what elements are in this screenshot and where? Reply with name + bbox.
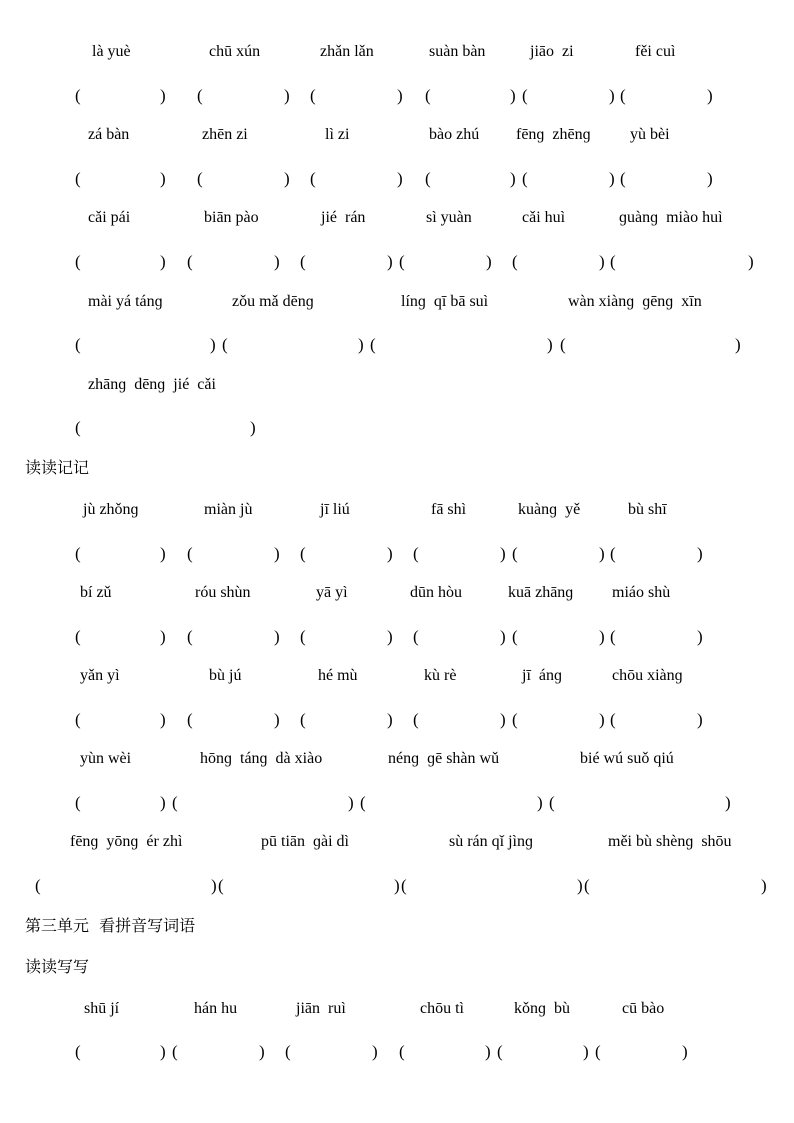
open-paren: ( bbox=[187, 544, 193, 563]
open-paren: ( bbox=[560, 335, 566, 354]
open-paren: ( bbox=[610, 710, 616, 729]
open-paren: ( bbox=[35, 876, 41, 895]
close-paren: ) bbox=[599, 710, 605, 729]
open-paren: ( bbox=[522, 169, 528, 188]
open-paren: ( bbox=[187, 710, 193, 729]
close-paren: ) bbox=[682, 1042, 688, 1061]
open-paren: ( bbox=[610, 252, 616, 271]
open-paren: ( bbox=[172, 1042, 178, 1061]
open-paren: ( bbox=[310, 169, 316, 188]
close-paren: ) bbox=[160, 86, 166, 105]
pinyin-word: kuànɡ yě bbox=[518, 501, 581, 518]
open-paren: ( bbox=[187, 627, 193, 646]
close-paren: ) bbox=[348, 793, 354, 812]
close-paren: ) bbox=[387, 627, 393, 646]
open-paren: ( bbox=[425, 169, 431, 188]
pinyin-word: bí zǔ bbox=[80, 584, 112, 601]
close-paren: ) bbox=[599, 544, 605, 563]
pinyin-word: yǎn yì bbox=[80, 667, 120, 684]
close-paren: ) bbox=[697, 710, 703, 729]
close-paren: ) bbox=[577, 876, 583, 895]
close-paren: ) bbox=[160, 252, 166, 271]
pinyin-word: mài yá tánɡ bbox=[88, 293, 163, 310]
open-paren: ( bbox=[300, 627, 306, 646]
open-paren: ( bbox=[360, 793, 366, 812]
pinyin-word: sù rán qǐ jìnɡ bbox=[449, 833, 533, 850]
open-paren: ( bbox=[584, 876, 590, 895]
close-paren: ) bbox=[284, 86, 290, 105]
pinyin-word: bié wú suǒ qiú bbox=[580, 750, 674, 767]
pinyin-word: miàn jù bbox=[204, 501, 253, 518]
close-paren: ) bbox=[284, 169, 290, 188]
pinyin-word: hé mù bbox=[318, 667, 358, 684]
pinyin-word: miáo shù bbox=[612, 584, 671, 601]
close-paren: ) bbox=[394, 876, 400, 895]
open-paren: ( bbox=[75, 793, 81, 812]
close-paren: ) bbox=[707, 169, 713, 188]
pinyin-word: kuā zhānɡ bbox=[508, 584, 574, 601]
pinyin-word: pū tiān ɡài dì bbox=[261, 833, 349, 850]
open-paren: ( bbox=[75, 169, 81, 188]
close-paren: ) bbox=[486, 252, 492, 271]
pinyin-word: wàn xiànɡ ɡēnɡ xīn bbox=[568, 293, 702, 310]
close-paren: ) bbox=[259, 1042, 265, 1061]
pinyin-word: là yuè bbox=[92, 43, 131, 60]
pinyin-word: jī ánɡ bbox=[522, 667, 562, 684]
close-paren: ) bbox=[761, 876, 767, 895]
pinyin-word: yùn wèi bbox=[80, 750, 132, 767]
pinyin-word: cū bào bbox=[622, 1000, 665, 1017]
pinyin-word: jī liú bbox=[320, 501, 350, 518]
close-paren: ) bbox=[537, 793, 543, 812]
close-paren: ) bbox=[387, 252, 393, 271]
pinyin-word: dūn hòu bbox=[410, 584, 462, 601]
open-paren: ( bbox=[549, 793, 555, 812]
pinyin-word: yù bèi bbox=[630, 126, 670, 143]
close-paren: ) bbox=[250, 418, 256, 437]
pinyin-word: bù jú bbox=[209, 667, 242, 684]
pinyin-word: hán hu bbox=[194, 1000, 238, 1017]
close-paren: ) bbox=[697, 627, 703, 646]
open-paren: ( bbox=[75, 418, 81, 437]
open-paren: ( bbox=[399, 1042, 405, 1061]
close-paren: ) bbox=[358, 335, 364, 354]
close-paren: ) bbox=[387, 710, 393, 729]
pinyin-word: cǎi huì bbox=[522, 209, 566, 226]
close-paren: ) bbox=[397, 86, 403, 105]
close-paren: ) bbox=[274, 544, 280, 563]
open-paren: ( bbox=[497, 1042, 503, 1061]
close-paren: ) bbox=[547, 335, 553, 354]
close-paren: ) bbox=[160, 793, 166, 812]
close-paren: ) bbox=[274, 627, 280, 646]
close-paren: ) bbox=[500, 627, 506, 646]
pinyin-word: kǒnɡ bù bbox=[514, 1000, 570, 1017]
open-paren: ( bbox=[512, 252, 518, 271]
close-paren: ) bbox=[510, 86, 516, 105]
open-paren: ( bbox=[413, 710, 419, 729]
open-paren: ( bbox=[285, 1042, 291, 1061]
pinyin-word: ɡuànɡ miào huì bbox=[619, 209, 723, 226]
open-paren: ( bbox=[512, 544, 518, 563]
close-paren: ) bbox=[707, 86, 713, 105]
close-paren: ) bbox=[160, 710, 166, 729]
open-paren: ( bbox=[172, 793, 178, 812]
open-paren: ( bbox=[595, 1042, 601, 1061]
close-paren: ) bbox=[500, 710, 506, 729]
open-paren: ( bbox=[512, 627, 518, 646]
pinyin-word: róu shùn bbox=[195, 584, 251, 601]
pinyin-word: línɡ qī bā suì bbox=[401, 293, 489, 310]
close-paren: ) bbox=[697, 544, 703, 563]
open-paren: ( bbox=[512, 710, 518, 729]
pinyin-word: bù shī bbox=[628, 501, 667, 518]
open-paren: ( bbox=[197, 86, 203, 105]
close-paren: ) bbox=[500, 544, 506, 563]
open-paren: ( bbox=[75, 627, 81, 646]
open-paren: ( bbox=[300, 544, 306, 563]
open-paren: ( bbox=[610, 544, 616, 563]
close-paren: ) bbox=[609, 169, 615, 188]
pinyin-word: zhānɡ dēnɡ jié cǎi bbox=[88, 376, 216, 393]
open-paren: ( bbox=[75, 1042, 81, 1061]
open-paren: ( bbox=[300, 252, 306, 271]
open-paren: ( bbox=[610, 627, 616, 646]
pinyin-word: cǎi pái bbox=[88, 209, 131, 226]
open-paren: ( bbox=[187, 252, 193, 271]
pinyin-word: sì yuàn bbox=[426, 209, 472, 226]
open-paren: ( bbox=[222, 335, 228, 354]
close-paren: ) bbox=[485, 1042, 491, 1061]
section-heading: 读读写写 bbox=[25, 957, 90, 976]
close-paren: ) bbox=[397, 169, 403, 188]
open-paren: ( bbox=[620, 169, 626, 188]
close-paren: ) bbox=[510, 169, 516, 188]
close-paren: ) bbox=[748, 252, 754, 271]
pinyin-word: jiān ruì bbox=[296, 1000, 346, 1017]
open-paren: ( bbox=[75, 335, 81, 354]
pinyin-word: měi bù shènɡ shōu bbox=[608, 833, 732, 850]
pinyin-word: jù zhǒnɡ bbox=[83, 501, 139, 518]
pinyin-word: chū xún bbox=[209, 43, 261, 60]
pinyin-word: fēnɡ yōnɡ ér zhì bbox=[70, 833, 183, 850]
open-paren: ( bbox=[620, 86, 626, 105]
pinyin-word: zǒu mǎ dēnɡ bbox=[232, 293, 314, 310]
unit-heading: 第三单元 看拼音写词语 bbox=[25, 916, 196, 935]
open-paren: ( bbox=[75, 252, 81, 271]
open-paren: ( bbox=[413, 627, 419, 646]
close-paren: ) bbox=[211, 876, 217, 895]
open-paren: ( bbox=[425, 86, 431, 105]
close-paren: ) bbox=[160, 544, 166, 563]
section-heading: 读读记记 bbox=[25, 458, 90, 477]
open-paren: ( bbox=[197, 169, 203, 188]
pinyin-word: zhǎn lǎn bbox=[320, 43, 374, 60]
close-paren: ) bbox=[274, 252, 280, 271]
close-paren: ) bbox=[274, 710, 280, 729]
pinyin-word: biān pào bbox=[204, 209, 259, 226]
open-paren: ( bbox=[522, 86, 528, 105]
pinyin-word: bào zhú bbox=[429, 126, 480, 143]
close-paren: ) bbox=[160, 627, 166, 646]
open-paren: ( bbox=[310, 86, 316, 105]
pinyin-word: suàn bàn bbox=[429, 43, 486, 60]
pinyin-word: hōnɡ tánɡ dà xiào bbox=[200, 750, 323, 767]
open-paren: ( bbox=[75, 710, 81, 729]
pinyin-word: fěi cuì bbox=[635, 43, 676, 60]
pinyin-word: chōu tì bbox=[420, 1000, 464, 1017]
close-paren: ) bbox=[372, 1042, 378, 1061]
close-paren: ) bbox=[210, 335, 216, 354]
open-paren: ( bbox=[399, 252, 405, 271]
close-paren: ) bbox=[735, 335, 741, 354]
pinyin-word: yā yì bbox=[316, 584, 348, 601]
pinyin-word: jié rán bbox=[321, 209, 366, 226]
pinyin-word: lì zi bbox=[325, 126, 350, 143]
pinyin-word: shū jí bbox=[84, 1000, 120, 1017]
close-paren: ) bbox=[609, 86, 615, 105]
open-paren: ( bbox=[75, 86, 81, 105]
open-paren: ( bbox=[413, 544, 419, 563]
open-paren: ( bbox=[75, 544, 81, 563]
close-paren: ) bbox=[160, 169, 166, 188]
close-paren: ) bbox=[387, 544, 393, 563]
close-paren: ) bbox=[583, 1042, 589, 1061]
close-paren: ) bbox=[599, 627, 605, 646]
pinyin-word: jiāo zi bbox=[530, 43, 574, 60]
open-paren: ( bbox=[218, 876, 224, 895]
pinyin-word: fēnɡ zhēnɡ bbox=[516, 126, 591, 143]
close-paren: ) bbox=[725, 793, 731, 812]
open-paren: ( bbox=[401, 876, 407, 895]
pinyin-word: nénɡ ɡē shàn wǔ bbox=[388, 750, 500, 767]
pinyin-word: fā shì bbox=[431, 501, 467, 518]
close-paren: ) bbox=[599, 252, 605, 271]
close-paren: ) bbox=[160, 1042, 166, 1061]
pinyin-word: zhēn zi bbox=[202, 126, 248, 143]
open-paren: ( bbox=[370, 335, 376, 354]
pinyin-word: chōu xiànɡ bbox=[612, 667, 683, 684]
open-paren: ( bbox=[300, 710, 306, 729]
pinyin-word: zá bàn bbox=[88, 126, 130, 143]
pinyin-word: kù rè bbox=[424, 667, 457, 684]
